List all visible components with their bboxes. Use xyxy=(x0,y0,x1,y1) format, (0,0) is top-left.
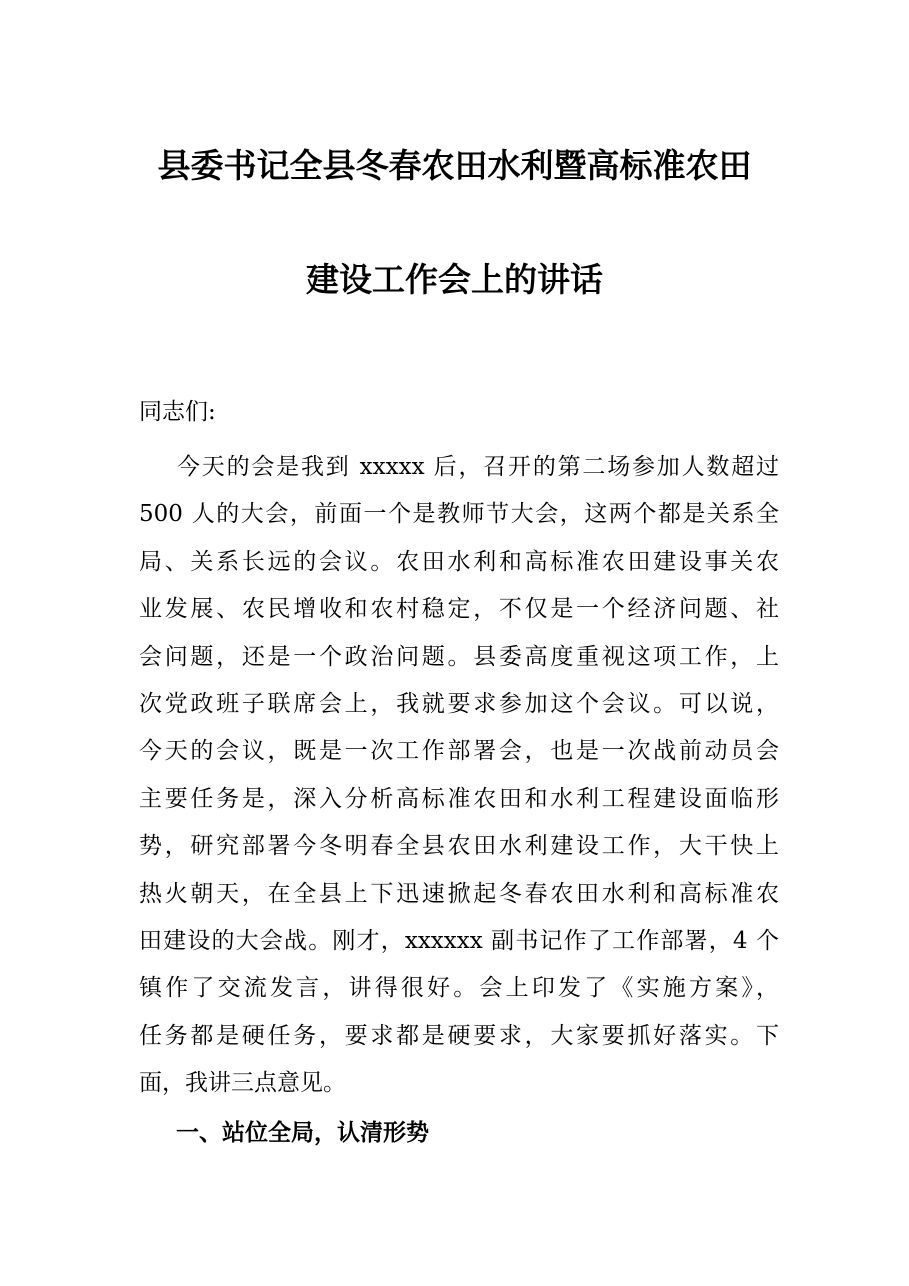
paragraph-line: 主要任务是，深入分析高标准农田和水利工程建设面临形 xyxy=(139,785,779,812)
paragraph-line: 镇作了交流发言，讲得很好。会上印发了《实施方案》， xyxy=(139,975,779,1002)
paragraph-line: 今天的会是我到 xxxxx 后，召开的第二场参加人数超过 xyxy=(177,454,779,480)
paragraph-line: 田建设的大会战。刚才，xxxxxx 副书记作了工作部署，4 个 xyxy=(139,927,779,954)
paragraph-line: 热火朝天，在全县上下迅速掀起冬春农田水利和高标准农 xyxy=(139,880,779,907)
paragraph-line: 次党政班子联席会上，我就要求参加这个会议。可以说， xyxy=(139,690,779,717)
body-paragraph xyxy=(139,444,779,1107)
paragraph-line: 局、关系长远的会议。农田水利和高标准农田建设事关农 xyxy=(139,548,779,575)
section-heading: 一、站位全局，认清形势 xyxy=(176,1120,429,1146)
paragraph-line: 业发展、农民增收和农村稳定，不仅是一个经济问题、社 xyxy=(139,596,779,623)
salutation: 同志们: xyxy=(139,399,216,425)
paragraph-line: 势，研究部署今冬明春全县农田水利建设工作，大干快上 xyxy=(139,833,779,860)
paragraph-line: 任务都是硬任务，要求都是硬要求，大家要抓好落实。下 xyxy=(139,1022,779,1049)
document-title-line-1: 县委书记全县冬春农田水利暨高标准农田 xyxy=(157,146,752,185)
paragraph-line: 500 人的大会，前面一个是教师节大会，这两个都是关系全 xyxy=(139,501,779,528)
paragraph-line: 会问题，还是一个政治问题。县委高度重视这项工作，上 xyxy=(139,643,779,670)
paragraph-line: 今天的会议，既是一次工作部署会，也是一次战前动员会 xyxy=(139,738,779,765)
document-title-line-2: 建设工作会上的讲话 xyxy=(306,260,603,299)
paragraph-line: 面，我讲三点意见。 xyxy=(139,1070,346,1097)
